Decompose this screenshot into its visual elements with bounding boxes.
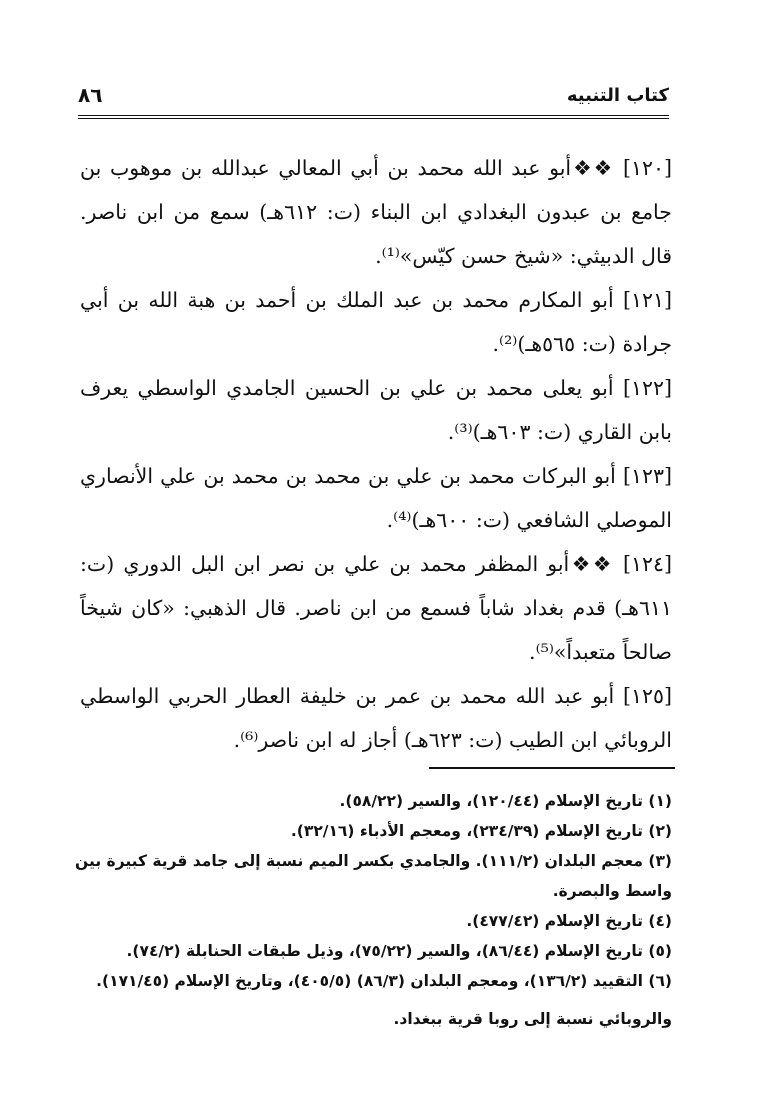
entry-123: [١٢٣] أبو البركات محمد بن علي بن محمد بن محمد بن علي الأنصاري الموصلي الشافعي (ت: ٦٠٠هـ)⁽⁴⁾. — [80, 464, 672, 532]
running-title: كتاب التنبيه — [566, 84, 669, 106]
entry-125: [١٢٥] أبو عبد الله محمد بن عمر بن خليفة العطار الحربي الواسطي الروبائي ابن الطيب (ت: ٦٢٣هـ) أجاز له ابن ناصر⁽⁶⁾. — [80, 684, 672, 752]
footnote-6-continuation: والروبائي نسبة إلى روبا قرية ببغداد. — [393, 1010, 672, 1028]
footnote-5: (٥) تاريخ الإسلام (٨٦/٤٤)، والسير (٧٥/٢٢)، وذيل طبقات الحنابلة (٧٤/٢). — [126, 942, 672, 960]
footnote-1: (١) تاريخ الإسلام (١٢٠/٤٤)، والسير (٥٨/٢٢). — [339, 792, 672, 810]
entry-120: [١٢٠] ❖❖أبو عبد الله محمد بن أبي المعالي عبدالله بن موهوب بن جامع بن عبدون البغدادي ابن البناء (ت: ٦١٢هـ) سمع من ابن ناصر. قال الدبيثي: «شيخ حسن كيّس»⁽¹⁾. — [80, 156, 672, 268]
footnote-3: (٣) معجم البلدان (١١١/٢). والجامدي بكسر الميم نسبة إلى جامد قرية كبيرة بين واسط والبصرة. — [75, 852, 672, 900]
footnote-6: (٦) التقييد (١٣٦/٢)، ومعجم البلدان (٨٦/٣) (٤٠٥/٥)، وتاريخ الإسلام (١٧١/٤٥). — [96, 972, 672, 990]
entry-122: [١٢٢] أبو يعلى محمد بن علي بن الحسين الجامدي الواسطي يعرف بابن القاري (ت: ٦٠٣هـ)⁽³⁾. — [80, 376, 672, 444]
main-text — [80, 146, 672, 762]
entry-124: [١٢٤] ❖❖أبو المظفر محمد بن علي بن نصر ابن البل الدوري (ت: ٦١١هـ) قدم بغداد شاباً فسمع من ابن ناصر. قال الذهبي: «كان شيخاً صالحاً متعبداً»⁽⁵⁾. — [80, 552, 672, 664]
footnote-4: (٤) تاريخ الإسلام (٤٧٧/٤٢). — [466, 912, 672, 930]
entry-121: [١٢١] أبو المكارم محمد بن عبد الملك بن أحمد بن هبة الله بن أبي جرادة (ت: ٥٦٥هـ)⁽²⁾. — [80, 288, 672, 356]
page-number: ٨٦ — [78, 83, 103, 107]
footnotes — [68, 786, 672, 1034]
footnote-divider — [429, 767, 675, 769]
page-header — [78, 75, 669, 119]
footnote-2: (٢) تاريخ الإسلام (٢٣٤/٣٩)، ومعجم الأدباء (٣٢/١٦). — [290, 822, 672, 840]
